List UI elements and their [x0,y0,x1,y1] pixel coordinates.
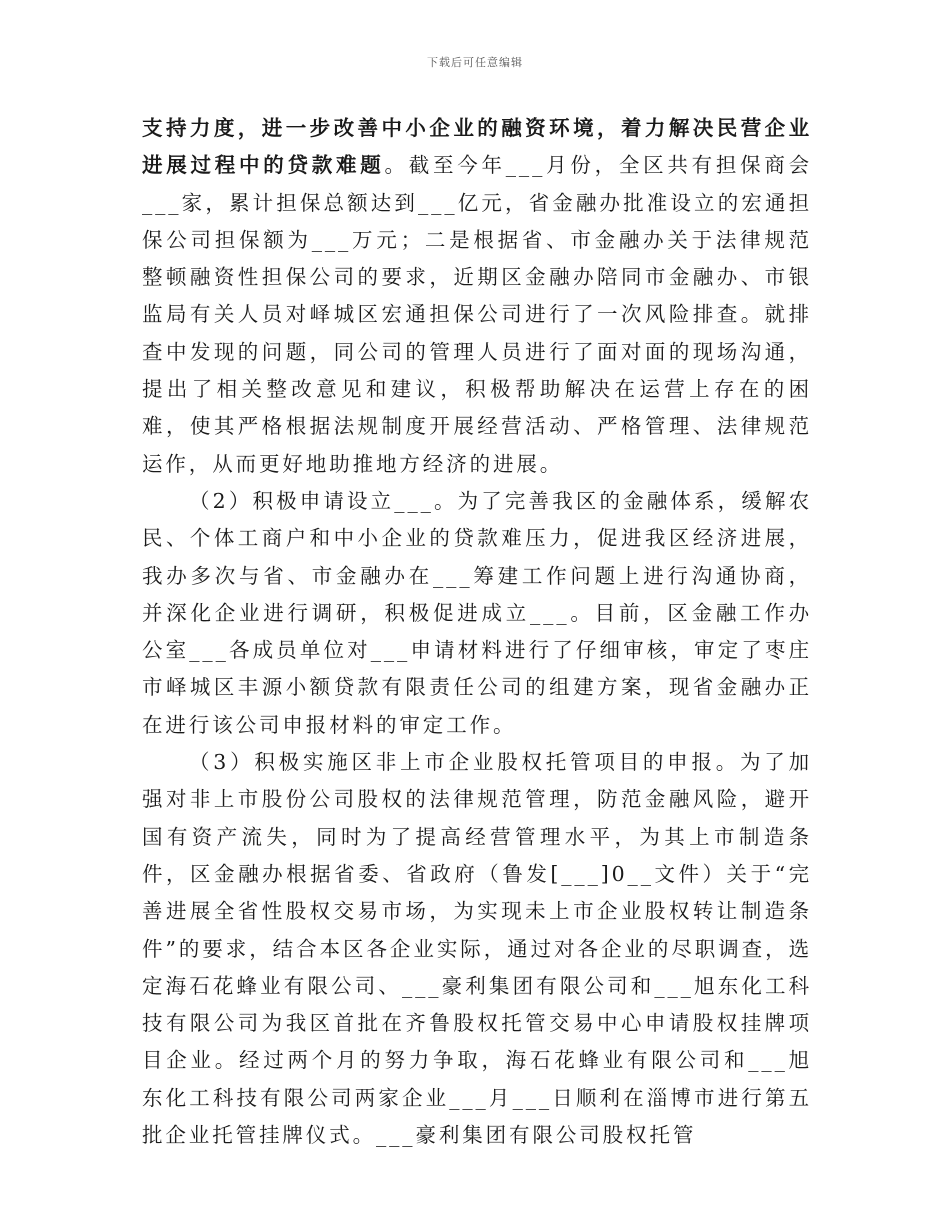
paragraph-1-bold-lead: 支持力度，进一步改善中小企业的融资环境，着力解决民营企业进展过程中的贷款难题 [142,116,812,178]
paragraph-1 [142,110,812,483]
page-header: 下载后可任意编辑 [427,56,523,69]
document-body [142,110,812,1154]
paragraph-3: （3）积极实施区非上市企业股权托管项目的申报。为了加强对非上市股份公司股权的法律规范管理，防范金融风险，避开国有资产流失，同时为了提高经营管理水平，为其上市制造条件，区金融办根据省委、省政府（鲁发[___]0__文件）关于“完善进展全省性股权交易市场，为实现未上市企业股权转让制造条件”的要求，结合本区各企业实际，通过对各企业的尽职调查，选定海石花蜂业有限公司、___豪利集团有限公司和___旭东化工科技有限公司为我区首批在齐鲁股权托管交易中心申请股权挂牌项目企业。经过两个月的努力争取，海石花蜂业有限公司和___旭东化工科技有限公司两家企业___月___日顺利在淄博市进行第五批企业托管挂牌仪式。___豪利集团有限公司股权托管 [142,750,812,1148]
paragraph-2: （2）积极申请设立___。为了完善我区的金融体系，缓解农民、个体工商户和中小企业的贷款难压力，促进我区经济进展，我办多次与省、市金融办在___筹建工作问题上进行沟通协商，并深化企业进行调研，积极促进成立___。目前，区金融工作办公室___各成员单位对___申请材料进行了仔细审核，审定了枣庄市峄城区丰源小额贷款有限责任公司的组建方案，现省金融办正在进行该公司申报材料的审定工作。 [142,488,812,737]
paragraph-1-text: 。截至今年___月份，全区共有担保商会___家，累计担保总额达到___亿元，省金融办批准设立的宏通担保公司担保额为___万元；二是根据省、市金融办关于法律规范整顿融资性担保公司的要求，近期区金融办陪同市金融办、市银监局有关人员对峄城区宏通担保公司进行了一次风险排查。就排查中发现的问题，同公司的管理人员进行了面对面的现场沟通，提出了相关整改意见和建议，积极帮助解决在运营上存在的困难，使其严格根据法规制度开展经营活动、严格管理、法律规范运作，从而更好地助推地方经济的进展。 [142,153,812,476]
